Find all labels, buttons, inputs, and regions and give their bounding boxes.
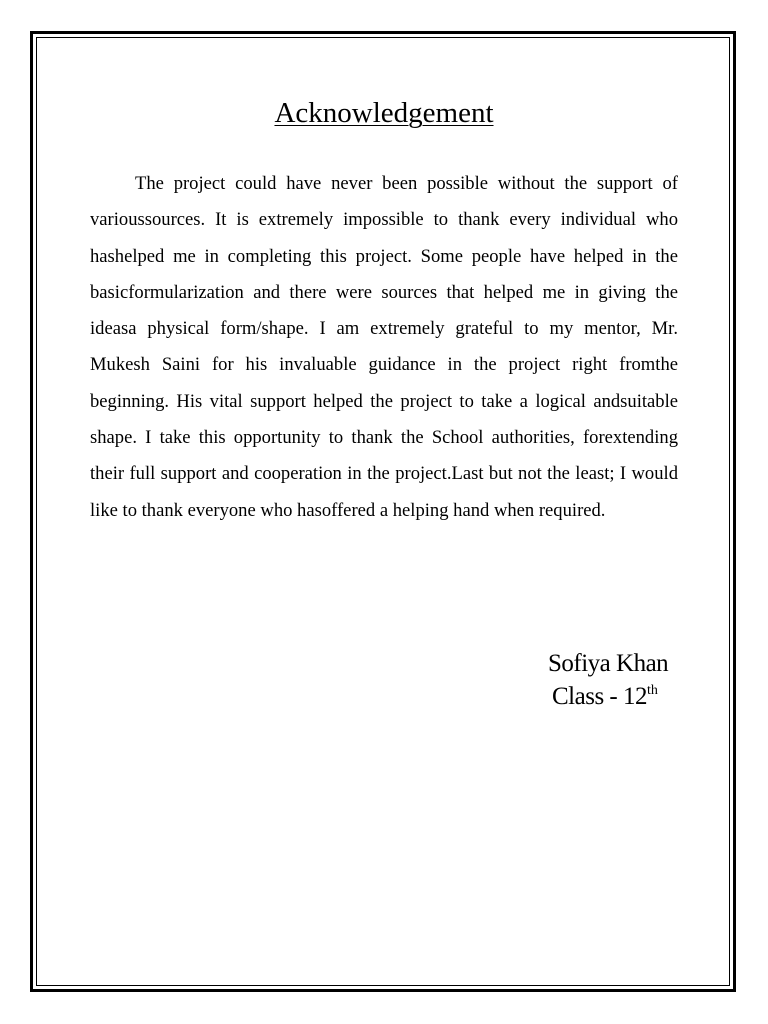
signature-class [548, 680, 728, 713]
signature-name: Sofiya Khan [548, 650, 669, 677]
acknowledgement-paragraph: The project could have never been possible without the support of varioussources. It is extremely impossible to thank every individual who hashelped me in completing this project. Some people have helped in the basicformularization and there were sources that helped me in giving the ideasa physical form/shape. I am extremely grateful to my mentor, Mr. Mukesh Saini for his invaluable guidance in the project right fromthe beginning. His vital support helped the project to take a logical andsuitable shape. I take this opportunity to thank the School authorities, forextending their full support and cooperation in the project.Last but not the least; I would like to thank everyone who hasoffered a helping hand when required. [90, 173, 678, 521]
page-title [0, 94, 768, 132]
page-title-text: Acknowledgement [274, 97, 494, 129]
signature-class-label: Class - 12 [552, 683, 647, 710]
signature-block [548, 647, 728, 713]
signature-class-suffix: th [647, 683, 658, 698]
